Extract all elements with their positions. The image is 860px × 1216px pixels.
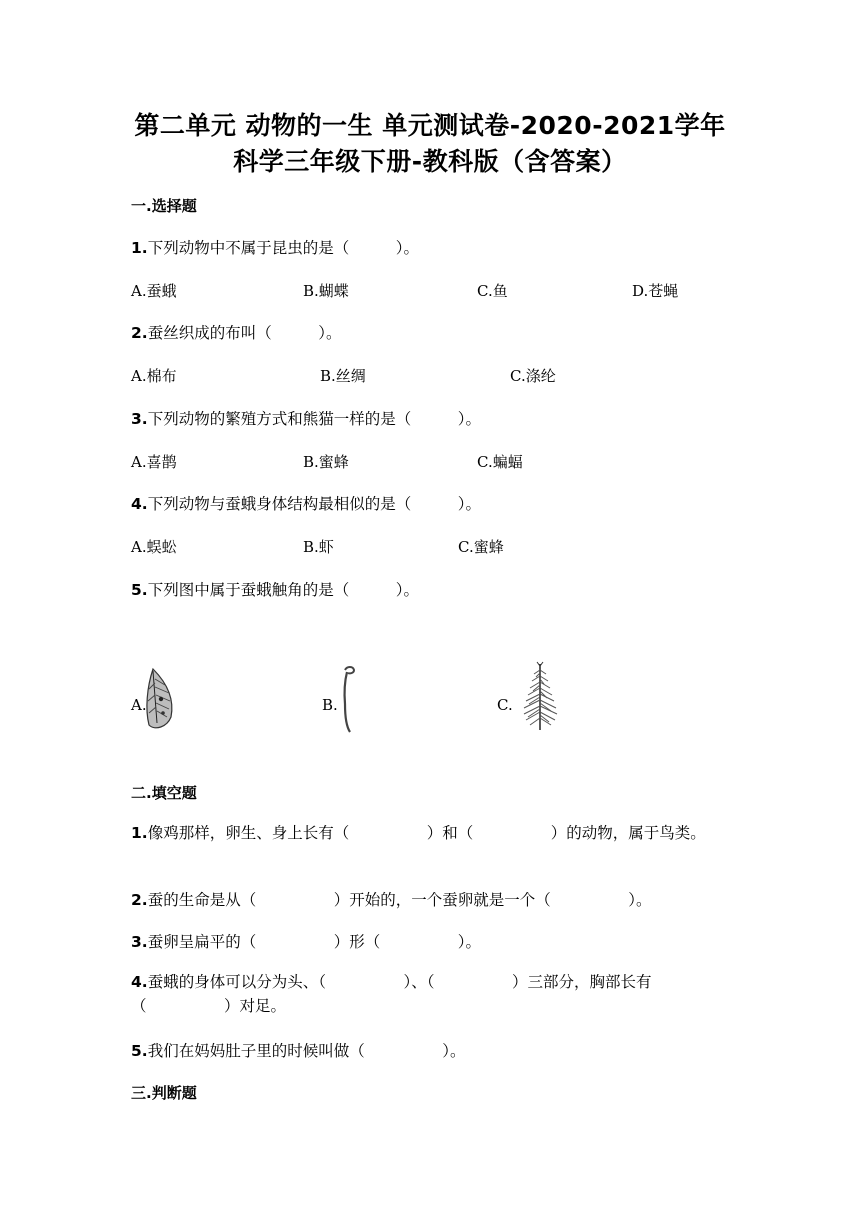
option-c: C.鱼 bbox=[477, 282, 508, 300]
question-number: 2. bbox=[131, 891, 148, 909]
option-b: B.蝴蝶 bbox=[303, 282, 349, 300]
question-text: 下列动物与蚕蛾身体结构最相似的是（ ）。 bbox=[147, 495, 481, 513]
page-title-line1: 第二单元 动物的一生 单元测试卷-2020-2021学年 bbox=[134, 111, 726, 140]
question-text: 下列图中属于蚕蛾触角的是（ ）。 bbox=[147, 581, 419, 599]
clubbed-antenna-image bbox=[336, 664, 360, 736]
question-text: 下列动物中不属于昆虫的是（ ）。 bbox=[147, 239, 419, 257]
option-b: B.丝绸 bbox=[320, 367, 366, 385]
question-number: 3. bbox=[131, 933, 148, 951]
option-d: D.苍蝇 bbox=[632, 282, 679, 300]
question-number: 5. bbox=[131, 581, 148, 599]
question-text: 像鸡那样，卵生、身上长有（ ）和（ ）的动物，属于鸟类。 bbox=[147, 824, 706, 842]
option-b: B. bbox=[322, 696, 338, 714]
question-2 bbox=[131, 321, 341, 343]
fill-question-2 bbox=[131, 888, 651, 910]
question-number: 1. bbox=[131, 824, 148, 842]
option-c: C. bbox=[497, 696, 513, 714]
question-text: 蚕蛾的身体可以分为头、（ ）、（ ）三部分，胸部长有（ ）对足。 bbox=[131, 973, 652, 1015]
fill-question-4 bbox=[131, 970, 731, 1018]
question-text: 我们在妈妈肚子里的时候叫做（ ）。 bbox=[147, 1042, 466, 1060]
question-number: 5. bbox=[131, 1042, 148, 1060]
question-text: 蚕的生命是从（ ）开始的，一个蚕卵就是一个（ ）。 bbox=[147, 891, 652, 909]
question-text: 蚕卵呈扁平的（ ）形（ ）。 bbox=[147, 933, 481, 951]
option-a: A.喜鹊 bbox=[131, 453, 177, 471]
option-c: C.蜜蜂 bbox=[458, 538, 504, 556]
option-a: A.蚕蛾 bbox=[131, 282, 177, 300]
question-1 bbox=[131, 236, 419, 258]
question-3 bbox=[131, 407, 481, 429]
section-heading-true-false: 三.判断题 bbox=[131, 1084, 197, 1102]
fill-question-1 bbox=[131, 821, 731, 845]
pectinate-antenna-image bbox=[514, 660, 566, 734]
section-heading-choice: 一.选择题 bbox=[131, 197, 197, 215]
option-b: B.蜜蜂 bbox=[303, 453, 349, 471]
page-title-line2: 科学三年级下册-教科版（含答案） bbox=[233, 147, 627, 176]
question-text: 下列动物的繁殖方式和熊猫一样的是（ ）。 bbox=[147, 410, 481, 428]
question-number: 4. bbox=[131, 973, 148, 991]
option-c: C.蝙蝠 bbox=[477, 453, 523, 471]
option-c: C.涤纶 bbox=[510, 367, 556, 385]
feathered-antenna-image bbox=[143, 665, 179, 735]
question-number: 3. bbox=[131, 410, 148, 428]
option-a: A.蜈蚣 bbox=[131, 538, 177, 556]
fill-question-3 bbox=[131, 930, 481, 952]
question-5 bbox=[131, 578, 419, 600]
fill-question-5 bbox=[131, 1039, 465, 1061]
section-heading-fill-blank: 二.填空题 bbox=[131, 784, 197, 802]
question-text: 蚕丝织成的布叫（ ）。 bbox=[147, 324, 342, 342]
question-number: 1. bbox=[131, 239, 148, 257]
question-number: 2. bbox=[131, 324, 148, 342]
question-number: 4. bbox=[131, 495, 148, 513]
option-b: B.虾 bbox=[303, 538, 334, 556]
option-a: A. bbox=[131, 696, 147, 714]
question-4 bbox=[131, 492, 481, 514]
option-a: A.棉布 bbox=[131, 367, 177, 385]
